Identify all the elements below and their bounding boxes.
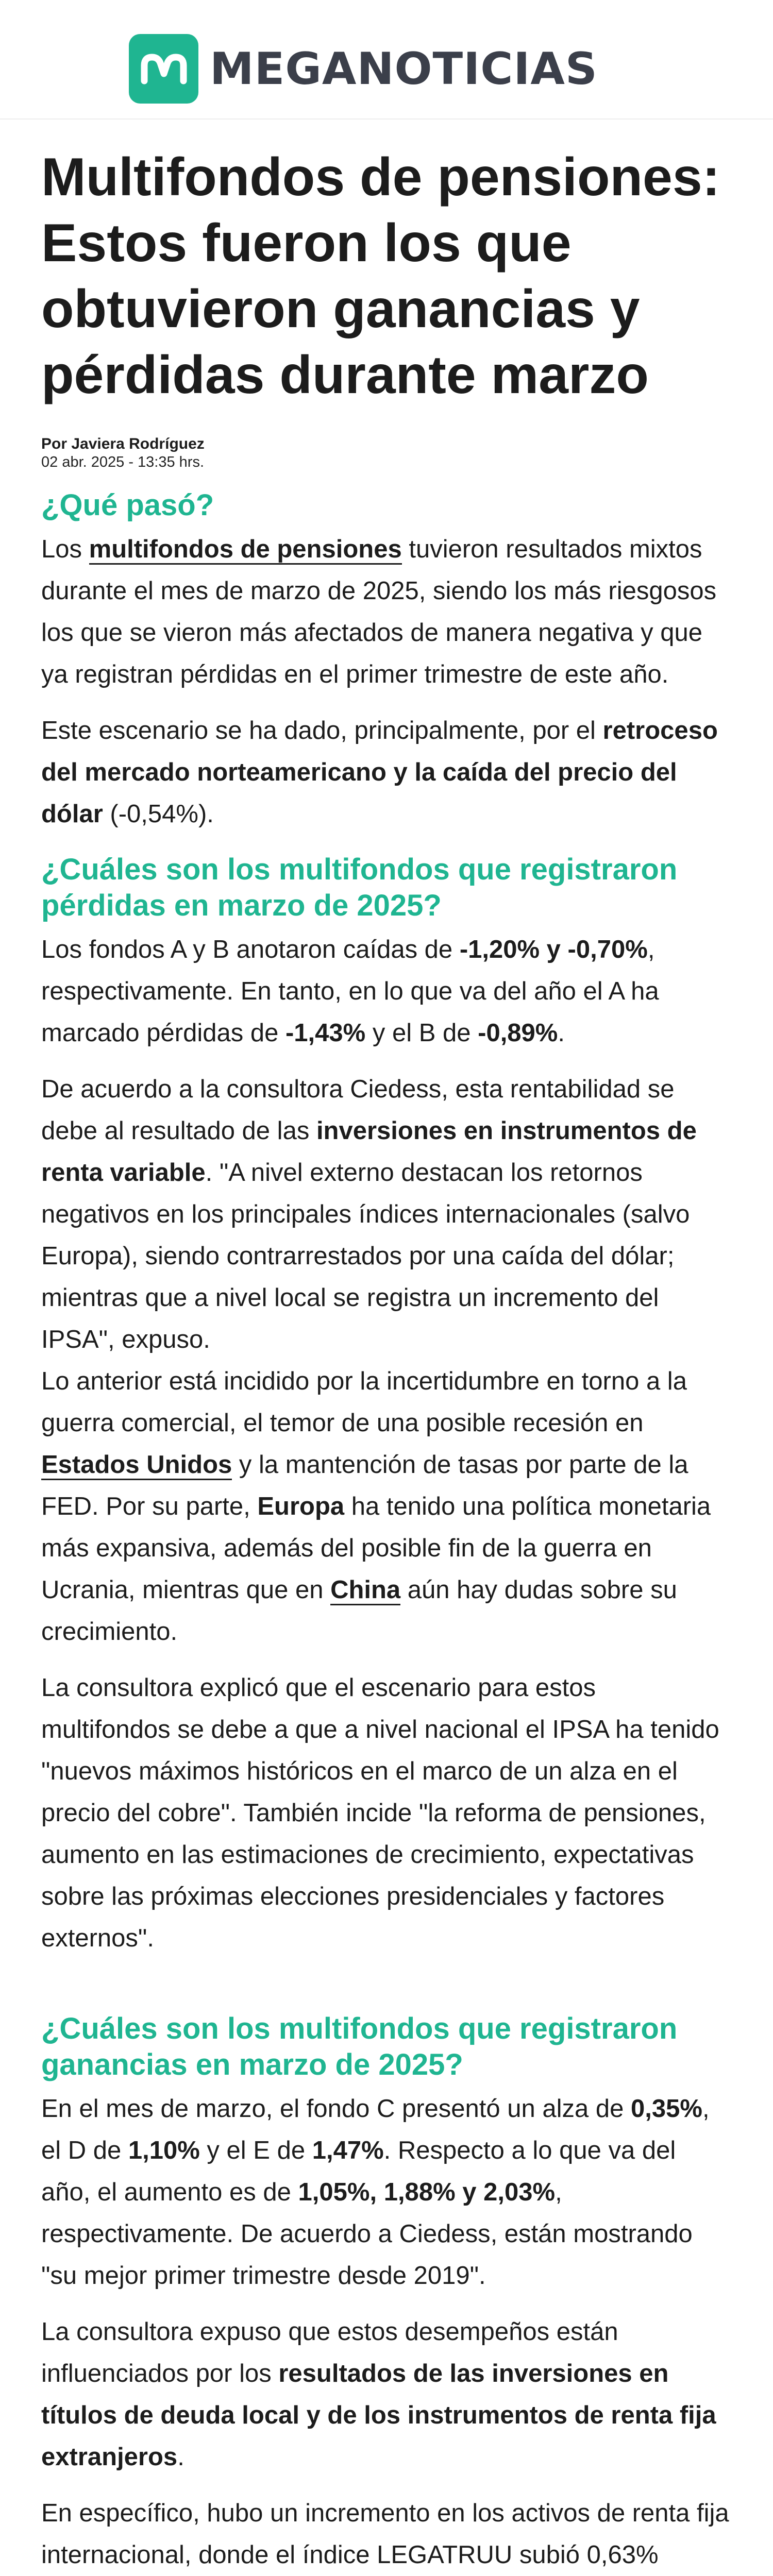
text: La consultora expuso que estos desempeños están influenciados por los — [41, 2318, 618, 2387]
text: y el B de — [365, 1019, 478, 1047]
paragraph — [41, 1069, 732, 1361]
article — [41, 144, 732, 2576]
bold-text: Europa — [257, 1493, 345, 1520]
text: En el mes de marzo, el fondo C presentó un alza de — [41, 2095, 631, 2123]
paragraph — [41, 529, 732, 696]
paragraph — [41, 2311, 732, 2478]
text: La consultora explicó que el escenario para estos multifondos se debe a que a nivel nacional el IPSA ha tenido "nuevos máximos históricos en el marco de un alza en el precio del cobre". También incide "la reforma de pensiones, aumento en las estimaciones de crecimiento, expectativas sobre las próximas elecciones presidenciales y factores externos". — [41, 1674, 719, 1952]
text: . Respecto a lo que va del año, el aumento es de — [41, 2137, 676, 2206]
site-header — [0, 0, 773, 120]
paragraph — [41, 1667, 732, 1959]
paragraph — [41, 2493, 732, 2576]
bold-text: inversiones en instrumentos de renta variable — [41, 1117, 697, 1187]
text: (-0,54%). — [103, 800, 214, 828]
bold-text: 1,10% — [128, 2137, 200, 2164]
bold-text: -1,20% y -0,70% — [459, 936, 648, 963]
m-wave-icon — [129, 34, 198, 104]
bold-text: 0,35% — [631, 2095, 702, 2123]
text: De acuerdo a la consultora Ciedess, esta rentabilidad se debe al resultado de las — [41, 1075, 675, 1145]
text: Este escenario se ha dado, principalmente, por el — [41, 717, 603, 744]
site-logo[interactable] — [129, 34, 598, 104]
text: Los fondos A y B anotaron caídas de — [41, 936, 460, 963]
logo-text: MEGANOTICIAS — [210, 43, 598, 95]
bold-text: 1,47% — [312, 2137, 384, 2164]
link-estados-unidos[interactable]: Estados Unidos — [41, 1451, 232, 1480]
link-multifondos[interactable]: multifondos de pensiones — [89, 535, 402, 565]
section-heading-que-paso: ¿Qué pasó? — [41, 488, 214, 522]
section-heading-perdidas: ¿Cuáles son los multifondos que registraron pérdidas en marzo de 2025? — [41, 853, 678, 922]
bold-text: resultados de las inversiones en títulos de deuda local y de los instrumentos de renta fija extranjeros — [41, 2360, 716, 2471]
text: y la mantención de tasas por parte de la FED. Por su parte, — [41, 1451, 688, 1520]
paragraph — [41, 2088, 732, 2297]
paragraph — [41, 1361, 732, 1653]
text: . "A nivel externo destacan los retornos negativos en los principales índices internacionales (salvo Europa), siendo contrarrestados por una caída del dólar; mientras que a nivel local se registra un incremento del IPSA", expuso. — [41, 1159, 690, 1353]
text: ha tenido una política monetaria más expansiva, además del posible fin de la guerra en Ucrania, mientras que en — [41, 1493, 711, 1604]
text: , el D de — [41, 2095, 710, 2164]
text: , respectivamente. En tanto, en lo que va del año el A ha marcado pérdidas de — [41, 936, 659, 1047]
text: Lo anterior está incidido por la incertidumbre en torno a la guerra comercial, el temor de una posible recesión en — [41, 1367, 687, 1437]
article-author[interactable]: Por Javiera Rodríguez — [41, 435, 205, 452]
text: . — [558, 1019, 565, 1047]
text: aún hay dudas sobre su crecimiento. — [41, 1576, 677, 1646]
article-title: Multifondos de pensiones: Estos fueron los que obtuvieron ganancias y pérdidas durante marzo — [41, 147, 720, 405]
bold-text: -0,89% — [478, 1019, 558, 1047]
text: En específico, hubo un incremento en los activos de renta fija internacional, donde el índice LEGATRUU subió 0,63% — [41, 2499, 729, 2569]
bold-text: -1,43% — [285, 1019, 366, 1047]
text: . — [177, 2443, 184, 2471]
section-heading-ganancias: ¿Cuáles son los multifondos que registraron ganancias en marzo de 2025? — [41, 2012, 678, 2081]
paragraph — [41, 929, 732, 1054]
bold-text: retroceso del mercado norteamericano y la caída del precio del dólar — [41, 717, 718, 828]
bold-text: 1,05%, 1,88% y 2,03% — [298, 2178, 556, 2206]
text: , respectivamente. De acuerdo a Ciedess, están mostrando "su mejor primer trimestre desde 2019". — [41, 2178, 693, 2290]
text: y el E de — [199, 2137, 312, 2164]
text: Los — [41, 535, 89, 563]
paragraph — [41, 710, 732, 835]
link-china[interactable]: China — [330, 1576, 400, 1605]
article-date: 02 abr. 2025 - 13:35 hrs. — [41, 454, 204, 470]
text: tuvieron resultados mixtos durante el mes de marzo de 2025, siendo los más riesgosos los que se vieron más afectados de manera negativa y que ya registran pérdidas en el primer trimestre de este año. — [41, 535, 717, 688]
